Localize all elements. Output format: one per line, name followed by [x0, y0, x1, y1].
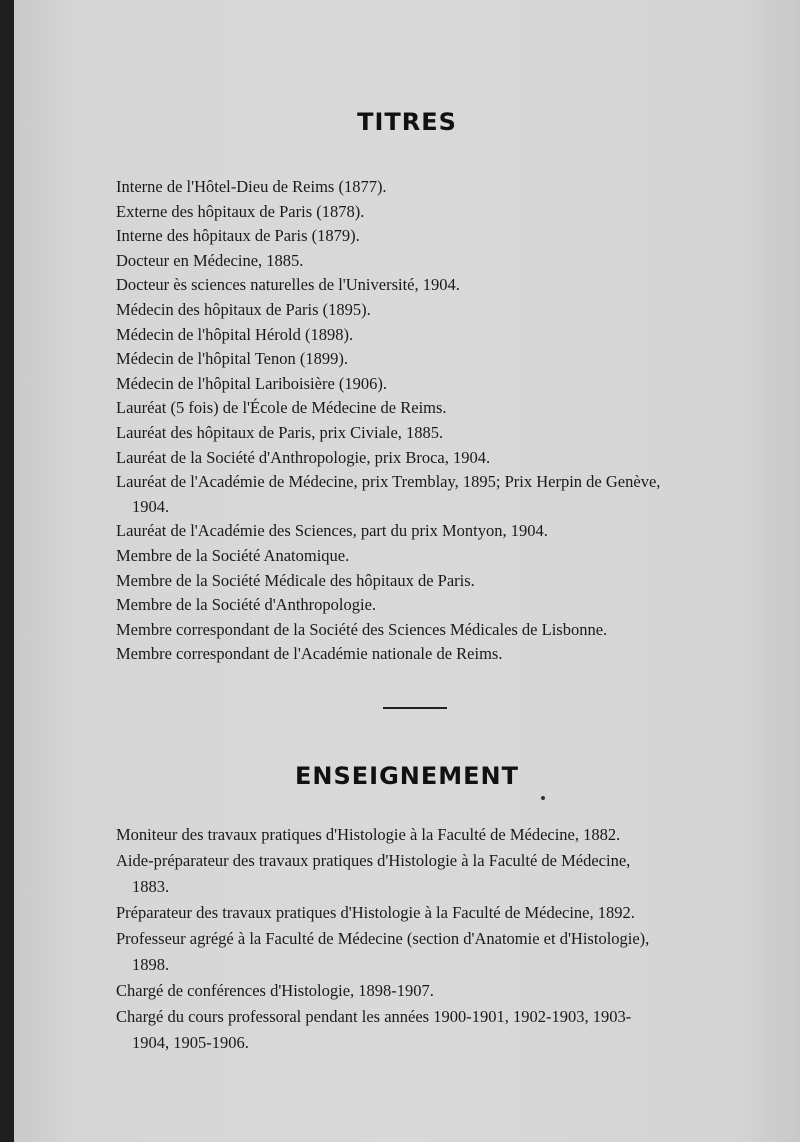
- section-divider: [383, 707, 447, 709]
- list-item-text: Lauréat de l'Académie de Médecine, prix Tremblay, 1895; Prix Herpin de Genève,: [116, 472, 661, 492]
- list-item: [116, 273, 726, 298]
- titres-list: [116, 175, 726, 667]
- list-item-text: Médecin de l'hôpital Lariboisière (1906).: [116, 373, 388, 393]
- list-item-text: Membre correspondant de l'Académie nationale de Reims.: [116, 644, 503, 664]
- section-heading-titres: TITRES: [357, 108, 457, 136]
- list-item-text: Externe des hôpitaux de Paris (1878).: [116, 201, 365, 221]
- list-item: [116, 446, 726, 471]
- list-item: [116, 642, 726, 667]
- document-page: [14, 0, 800, 1142]
- section-heading-enseignement: ENSEIGNEMENT: [294, 762, 519, 790]
- list-item-text: Membre correspondant de la Société des Sciences Médicales de Lisbonne.: [116, 619, 608, 639]
- list-item-text: Moniteur des travaux pratiques d'Histologie à la Faculté de Médecine, 1882.: [116, 825, 621, 844]
- list-item: [116, 900, 726, 926]
- list-item-text: Membre de la Société Médicale des hôpitaux de Paris.: [116, 570, 475, 590]
- list-item-continuation: 1904, 1905-1906.: [132, 1033, 249, 1052]
- list-item: [116, 249, 726, 274]
- list-item-text: Médecin de l'hôpital Hérold (1898).: [116, 324, 354, 344]
- list-item: [116, 323, 726, 348]
- list-item-text: Membre de la Société Anatomique.: [116, 545, 350, 565]
- list-item-continuation: 1904.: [132, 496, 170, 516]
- list-item: [116, 224, 726, 249]
- list-item-text: Interne des hôpitaux de Paris (1879).: [116, 226, 360, 246]
- list-item-text: Lauréat (5 fois) de l'École de Médecine de Reims.: [116, 398, 447, 418]
- list-item: [116, 519, 726, 544]
- list-item: [116, 593, 726, 618]
- list-item: [116, 298, 726, 323]
- list-item-text: Interne de l'Hôtel-Dieu de Reims (1877).: [116, 177, 387, 196]
- list-item-text: Préparateur des travaux pratiques d'Histologie à la Faculté de Médecine, 1892.: [116, 903, 635, 922]
- list-item-text: Médecin des hôpitaux de Paris (1895).: [116, 299, 371, 319]
- list-item-continuation: 1898.: [132, 955, 170, 974]
- list-item: [116, 544, 726, 569]
- list-item: [116, 396, 726, 421]
- list-item: [116, 822, 726, 848]
- list-item-text: Professeur agrégé à la Faculté de Médecine (section d'Anatomie et d'Histologie),: [116, 929, 650, 948]
- list-item: [116, 175, 726, 200]
- list-item-text: Membre de la Société d'Anthropologie.: [116, 595, 377, 615]
- print-speck: [541, 796, 545, 800]
- list-item: [116, 372, 726, 397]
- list-item: [116, 569, 726, 594]
- list-item: [116, 1004, 726, 1056]
- list-item: [116, 848, 726, 900]
- list-item-text: Lauréat de l'Académie des Sciences, part du prix Montyon, 1904.: [116, 521, 548, 541]
- list-item: [116, 421, 726, 446]
- list-item-text: Chargé de conférences d'Histologie, 1898-1907.: [116, 981, 434, 1000]
- list-item: [116, 347, 726, 372]
- list-item-text: Médecin de l'hôpital Tenon (1899).: [116, 349, 348, 369]
- list-item-text: Lauréat des hôpitaux de Paris, prix Civiale, 1885.: [116, 422, 444, 442]
- list-item: [116, 200, 726, 225]
- list-item-text: Lauréat de la Société d'Anthropologie, prix Broca, 1904.: [116, 447, 491, 467]
- list-item-text: Chargé du cours professoral pendant les années 1900-1901, 1902-1903, 1903-: [116, 1007, 632, 1026]
- list-item: [116, 618, 726, 643]
- list-item: [116, 926, 726, 978]
- list-item-text: Docteur en Médecine, 1885.: [116, 250, 304, 270]
- list-item: [116, 470, 726, 519]
- list-item-text: Docteur ès sciences naturelles de l'Université, 1904.: [116, 275, 460, 295]
- enseignement-list: [116, 822, 726, 1056]
- list-item: [116, 978, 726, 1004]
- list-item-continuation: 1883.: [132, 877, 170, 896]
- list-item-text: Aide-préparateur des travaux pratiques d'Histologie à la Faculté de Médecine,: [116, 851, 631, 870]
